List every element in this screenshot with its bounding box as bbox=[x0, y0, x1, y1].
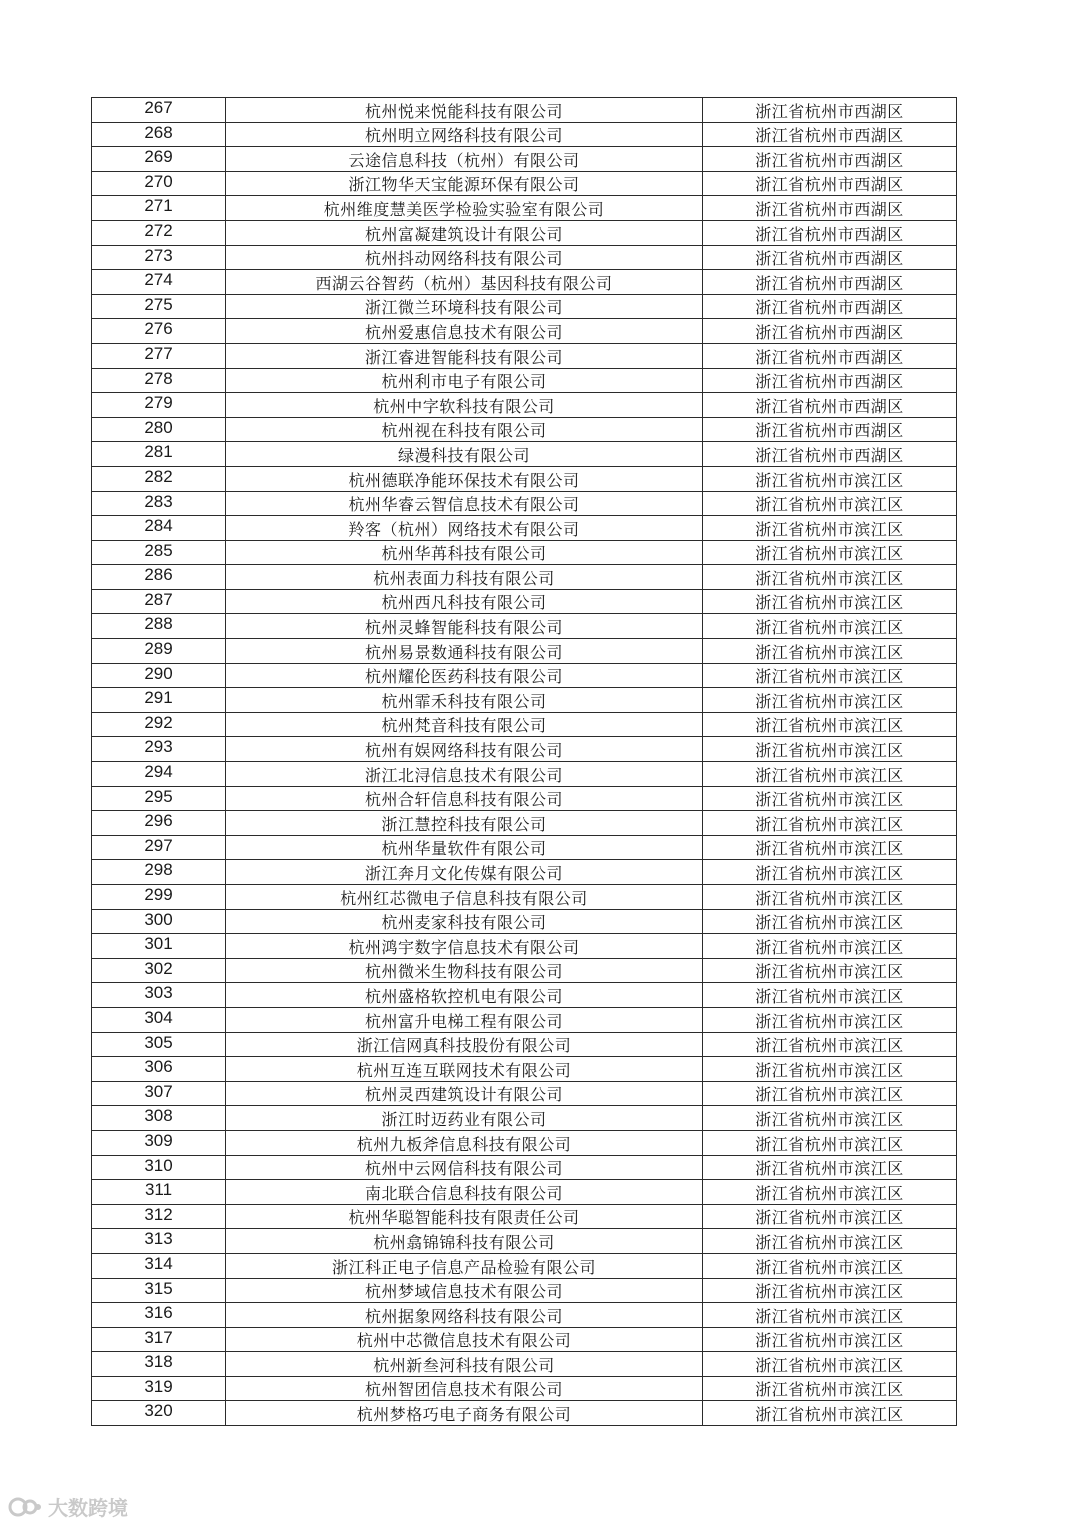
company-name: 杭州爱惠信息技术有限公司 bbox=[226, 319, 703, 344]
table-row bbox=[92, 417, 957, 442]
company-name: 杭州富升电梯工程有限公司 bbox=[226, 1007, 703, 1032]
company-name: 杭州有娱网络科技有限公司 bbox=[226, 737, 703, 762]
table-row bbox=[92, 1352, 957, 1377]
table-row bbox=[92, 1007, 957, 1032]
company-location: 浙江省杭州市滨江区 bbox=[703, 1081, 957, 1106]
company-location: 浙江省杭州市滨江区 bbox=[703, 1180, 957, 1205]
table-row bbox=[92, 1057, 957, 1082]
table-row bbox=[92, 639, 957, 664]
company-location: 浙江省杭州市滨江区 bbox=[703, 1155, 957, 1180]
table-row bbox=[92, 368, 957, 393]
row-number: 268 bbox=[92, 122, 226, 147]
company-location: 浙江省杭州市滨江区 bbox=[703, 712, 957, 737]
table-row bbox=[92, 909, 957, 934]
row-number: 320 bbox=[92, 1401, 226, 1426]
company-name: 杭州华聪智能科技有限责任公司 bbox=[226, 1204, 703, 1229]
table-row bbox=[92, 958, 957, 983]
company-location: 浙江省杭州市滨江区 bbox=[703, 1106, 957, 1131]
company-location: 浙江省杭州市西湖区 bbox=[703, 368, 957, 393]
table-row bbox=[92, 835, 957, 860]
company-name: 浙江信网真科技股份有限公司 bbox=[226, 1032, 703, 1057]
table-row bbox=[92, 1278, 957, 1303]
row-number: 288 bbox=[92, 614, 226, 639]
company-name: 杭州合轩信息科技有限公司 bbox=[226, 786, 703, 811]
company-name: 杭州维度慧美医学检验实验室有限公司 bbox=[226, 196, 703, 221]
company-location: 浙江省杭州市滨江区 bbox=[703, 762, 957, 787]
row-number: 277 bbox=[92, 343, 226, 368]
row-number: 314 bbox=[92, 1253, 226, 1278]
company-name: 浙江慧控科技有限公司 bbox=[226, 811, 703, 836]
table-row bbox=[92, 270, 957, 295]
row-number: 305 bbox=[92, 1032, 226, 1057]
table-row bbox=[92, 147, 957, 172]
company-location: 浙江省杭州市西湖区 bbox=[703, 270, 957, 295]
row-number: 308 bbox=[92, 1106, 226, 1131]
row-number: 306 bbox=[92, 1057, 226, 1082]
row-number: 278 bbox=[92, 368, 226, 393]
row-number: 304 bbox=[92, 1007, 226, 1032]
company-name: 浙江科正电子信息产品检验有限公司 bbox=[226, 1253, 703, 1278]
table-row bbox=[92, 762, 957, 787]
table-row bbox=[92, 1180, 957, 1205]
company-name: 杭州新叁河科技有限公司 bbox=[226, 1352, 703, 1377]
row-number: 279 bbox=[92, 393, 226, 418]
company-name: 杭州悦来悦能科技有限公司 bbox=[226, 98, 703, 123]
company-name: 浙江物华天宝能源环保有限公司 bbox=[226, 171, 703, 196]
table-row bbox=[92, 983, 957, 1008]
company-name: 杭州易景数通科技有限公司 bbox=[226, 639, 703, 664]
company-location: 浙江省杭州市滨江区 bbox=[703, 589, 957, 614]
company-name: 杭州德联净能环保技术有限公司 bbox=[226, 466, 703, 491]
table-row bbox=[92, 442, 957, 467]
company-location: 浙江省杭州市滨江区 bbox=[703, 639, 957, 664]
company-name: 杭州微米生物科技有限公司 bbox=[226, 958, 703, 983]
company-location: 浙江省杭州市滨江区 bbox=[703, 786, 957, 811]
company-name: 西湖云谷智药（杭州）基因科技有限公司 bbox=[226, 270, 703, 295]
table-row bbox=[92, 786, 957, 811]
row-number: 286 bbox=[92, 565, 226, 590]
table-row bbox=[92, 319, 957, 344]
company-name: 杭州视在科技有限公司 bbox=[226, 417, 703, 442]
company-name: 浙江时迈药业有限公司 bbox=[226, 1106, 703, 1131]
company-location: 浙江省杭州市滨江区 bbox=[703, 565, 957, 590]
row-number: 269 bbox=[92, 147, 226, 172]
table-row bbox=[92, 540, 957, 565]
company-name: 杭州麦家科技有限公司 bbox=[226, 909, 703, 934]
company-name: 杭州梦格巧电子商务有限公司 bbox=[226, 1401, 703, 1426]
watermark bbox=[8, 1492, 128, 1521]
company-name: 杭州中云网信科技有限公司 bbox=[226, 1155, 703, 1180]
company-name: 杭州表面力科技有限公司 bbox=[226, 565, 703, 590]
row-number: 296 bbox=[92, 811, 226, 836]
company-name: 杭州据象网络科技有限公司 bbox=[226, 1303, 703, 1328]
company-location: 浙江省杭州市滨江区 bbox=[703, 811, 957, 836]
company-location: 浙江省杭州市西湖区 bbox=[703, 417, 957, 442]
company-location: 浙江省杭州市滨江区 bbox=[703, 1253, 957, 1278]
row-number: 312 bbox=[92, 1204, 226, 1229]
company-location: 浙江省杭州市西湖区 bbox=[703, 294, 957, 319]
company-location: 浙江省杭州市滨江区 bbox=[703, 1327, 957, 1352]
company-name: 浙江奔月文化传媒有限公司 bbox=[226, 860, 703, 885]
company-location: 浙江省杭州市滨江区 bbox=[703, 958, 957, 983]
company-name: 杭州耀伦医药科技有限公司 bbox=[226, 663, 703, 688]
table-row bbox=[92, 98, 957, 123]
company-location: 浙江省杭州市滨江区 bbox=[703, 934, 957, 959]
row-number: 307 bbox=[92, 1081, 226, 1106]
table-row bbox=[92, 885, 957, 910]
company-location: 浙江省杭州市滨江区 bbox=[703, 1229, 957, 1254]
row-number: 270 bbox=[92, 171, 226, 196]
table-row bbox=[92, 589, 957, 614]
table-row bbox=[92, 663, 957, 688]
company-location: 浙江省杭州市西湖区 bbox=[703, 98, 957, 123]
company-location: 浙江省杭州市滨江区 bbox=[703, 688, 957, 713]
table-row bbox=[92, 737, 957, 762]
table-row bbox=[92, 1376, 957, 1401]
company-location: 浙江省杭州市滨江区 bbox=[703, 614, 957, 639]
company-location: 浙江省杭州市滨江区 bbox=[703, 1352, 957, 1377]
company-name: 杭州明立网络科技有限公司 bbox=[226, 122, 703, 147]
table-row bbox=[92, 1032, 957, 1057]
company-location: 浙江省杭州市滨江区 bbox=[703, 1057, 957, 1082]
company-location: 浙江省杭州市西湖区 bbox=[703, 442, 957, 467]
table-row bbox=[92, 220, 957, 245]
table-row bbox=[92, 1204, 957, 1229]
company-name: 杭州九板斧信息科技有限公司 bbox=[226, 1130, 703, 1155]
company-location: 浙江省杭州市滨江区 bbox=[703, 1204, 957, 1229]
company-location: 浙江省杭州市滨江区 bbox=[703, 1032, 957, 1057]
row-number: 290 bbox=[92, 663, 226, 688]
company-name: 杭州抖动网络科技有限公司 bbox=[226, 245, 703, 270]
company-name: 杭州霏禾科技有限公司 bbox=[226, 688, 703, 713]
row-number: 291 bbox=[92, 688, 226, 713]
table-row bbox=[92, 811, 957, 836]
table-row bbox=[92, 343, 957, 368]
row-number: 315 bbox=[92, 1278, 226, 1303]
row-number: 284 bbox=[92, 516, 226, 541]
table-row bbox=[92, 1253, 957, 1278]
row-number: 313 bbox=[92, 1229, 226, 1254]
company-location: 浙江省杭州市滨江区 bbox=[703, 835, 957, 860]
company-location: 浙江省杭州市滨江区 bbox=[703, 1401, 957, 1426]
company-location: 浙江省杭州市滨江区 bbox=[703, 1278, 957, 1303]
company-name: 杭州智团信息技术有限公司 bbox=[226, 1376, 703, 1401]
table-row bbox=[92, 1327, 957, 1352]
company-location: 浙江省杭州市滨江区 bbox=[703, 516, 957, 541]
watermark-text: 大数跨境 bbox=[48, 1496, 128, 1520]
company-name: 杭州梵音科技有限公司 bbox=[226, 712, 703, 737]
company-location: 浙江省杭州市滨江区 bbox=[703, 466, 957, 491]
company-name: 浙江微兰环境科技有限公司 bbox=[226, 294, 703, 319]
row-number: 273 bbox=[92, 245, 226, 270]
company-name: 杭州华苒科技有限公司 bbox=[226, 540, 703, 565]
company-location: 浙江省杭州市滨江区 bbox=[703, 663, 957, 688]
row-number: 287 bbox=[92, 589, 226, 614]
row-number: 294 bbox=[92, 762, 226, 787]
row-number: 310 bbox=[92, 1155, 226, 1180]
company-name: 杭州盛格软控机电有限公司 bbox=[226, 983, 703, 1008]
company-location: 浙江省杭州市西湖区 bbox=[703, 393, 957, 418]
company-name: 杭州鸿宇数字信息技术有限公司 bbox=[226, 934, 703, 959]
company-table bbox=[91, 97, 957, 1426]
table-row bbox=[92, 1229, 957, 1254]
table-row bbox=[92, 614, 957, 639]
row-number: 274 bbox=[92, 270, 226, 295]
row-number: 281 bbox=[92, 442, 226, 467]
company-location: 浙江省杭州市滨江区 bbox=[703, 491, 957, 516]
row-number: 272 bbox=[92, 220, 226, 245]
row-number: 280 bbox=[92, 417, 226, 442]
company-location: 浙江省杭州市西湖区 bbox=[703, 171, 957, 196]
table-row bbox=[92, 466, 957, 491]
company-location: 浙江省杭州市滨江区 bbox=[703, 540, 957, 565]
row-number: 293 bbox=[92, 737, 226, 762]
table-row bbox=[92, 688, 957, 713]
row-number: 309 bbox=[92, 1130, 226, 1155]
company-name: 杭州富凝建筑设计有限公司 bbox=[226, 220, 703, 245]
table-row bbox=[92, 294, 957, 319]
row-number: 267 bbox=[92, 98, 226, 123]
company-location: 浙江省杭州市西湖区 bbox=[703, 245, 957, 270]
row-number: 317 bbox=[92, 1327, 226, 1352]
company-name: 杭州灵西建筑设计有限公司 bbox=[226, 1081, 703, 1106]
company-name: 杭州利市电子有限公司 bbox=[226, 368, 703, 393]
company-location: 浙江省杭州市滨江区 bbox=[703, 1130, 957, 1155]
table-body bbox=[92, 98, 957, 1426]
table-row bbox=[92, 171, 957, 196]
company-name: 杭州西凡科技有限公司 bbox=[226, 589, 703, 614]
company-name: 杭州灵蜂智能科技有限公司 bbox=[226, 614, 703, 639]
company-location: 浙江省杭州市西湖区 bbox=[703, 147, 957, 172]
row-number: 311 bbox=[92, 1180, 226, 1205]
company-name: 浙江睿进智能科技有限公司 bbox=[226, 343, 703, 368]
company-location: 浙江省杭州市西湖区 bbox=[703, 122, 957, 147]
table-row bbox=[92, 860, 957, 885]
table-row bbox=[92, 1081, 957, 1106]
row-number: 289 bbox=[92, 639, 226, 664]
company-name: 云途信息科技（杭州）有限公司 bbox=[226, 147, 703, 172]
row-number: 303 bbox=[92, 983, 226, 1008]
row-number: 295 bbox=[92, 786, 226, 811]
row-number: 283 bbox=[92, 491, 226, 516]
table-row bbox=[92, 516, 957, 541]
company-name: 南北联合信息科技有限公司 bbox=[226, 1180, 703, 1205]
company-location: 浙江省杭州市西湖区 bbox=[703, 196, 957, 221]
company-location: 浙江省杭州市滨江区 bbox=[703, 1007, 957, 1032]
row-number: 300 bbox=[92, 909, 226, 934]
company-location: 浙江省杭州市滨江区 bbox=[703, 983, 957, 1008]
brand-logo-icon bbox=[8, 1494, 42, 1520]
company-location: 浙江省杭州市滨江区 bbox=[703, 1376, 957, 1401]
company-location: 浙江省杭州市西湖区 bbox=[703, 319, 957, 344]
company-name: 浙江北浔信息技术有限公司 bbox=[226, 762, 703, 787]
company-name: 杭州中字软科技有限公司 bbox=[226, 393, 703, 418]
row-number: 316 bbox=[92, 1303, 226, 1328]
company-name: 杭州中芯微信息技术有限公司 bbox=[226, 1327, 703, 1352]
row-number: 285 bbox=[92, 540, 226, 565]
row-number: 299 bbox=[92, 885, 226, 910]
company-location: 浙江省杭州市滨江区 bbox=[703, 1303, 957, 1328]
row-number: 276 bbox=[92, 319, 226, 344]
row-number: 318 bbox=[92, 1352, 226, 1377]
row-number: 297 bbox=[92, 835, 226, 860]
company-location: 浙江省杭州市滨江区 bbox=[703, 885, 957, 910]
row-number: 302 bbox=[92, 958, 226, 983]
table-row bbox=[92, 1106, 957, 1131]
row-number: 275 bbox=[92, 294, 226, 319]
table-row bbox=[92, 934, 957, 959]
company-location: 浙江省杭州市滨江区 bbox=[703, 737, 957, 762]
company-name: 杭州互连互联网技术有限公司 bbox=[226, 1057, 703, 1082]
table-row bbox=[92, 1401, 957, 1426]
row-number: 319 bbox=[92, 1376, 226, 1401]
table-row bbox=[92, 712, 957, 737]
row-number: 292 bbox=[92, 712, 226, 737]
company-location: 浙江省杭州市滨江区 bbox=[703, 909, 957, 934]
company-name: 绿漫科技有限公司 bbox=[226, 442, 703, 467]
table-row bbox=[92, 1155, 957, 1180]
company-name: 羚客（杭州）网络技术有限公司 bbox=[226, 516, 703, 541]
table-row bbox=[92, 393, 957, 418]
row-number: 301 bbox=[92, 934, 226, 959]
company-name: 杭州梦域信息技术有限公司 bbox=[226, 1278, 703, 1303]
row-number: 271 bbox=[92, 196, 226, 221]
row-number: 298 bbox=[92, 860, 226, 885]
company-name: 杭州华量软件有限公司 bbox=[226, 835, 703, 860]
table-row bbox=[92, 565, 957, 590]
company-location: 浙江省杭州市滨江区 bbox=[703, 860, 957, 885]
table-row bbox=[92, 1303, 957, 1328]
company-name: 杭州翕锦锦科技有限公司 bbox=[226, 1229, 703, 1254]
table-row bbox=[92, 491, 957, 516]
company-name: 杭州华睿云智信息技术有限公司 bbox=[226, 491, 703, 516]
table-row bbox=[92, 245, 957, 270]
company-location: 浙江省杭州市西湖区 bbox=[703, 343, 957, 368]
table-row bbox=[92, 122, 957, 147]
company-location: 浙江省杭州市西湖区 bbox=[703, 220, 957, 245]
row-number: 282 bbox=[92, 466, 226, 491]
table-row bbox=[92, 1130, 957, 1155]
company-name: 杭州红芯微电子信息科技有限公司 bbox=[226, 885, 703, 910]
table-row bbox=[92, 196, 957, 221]
